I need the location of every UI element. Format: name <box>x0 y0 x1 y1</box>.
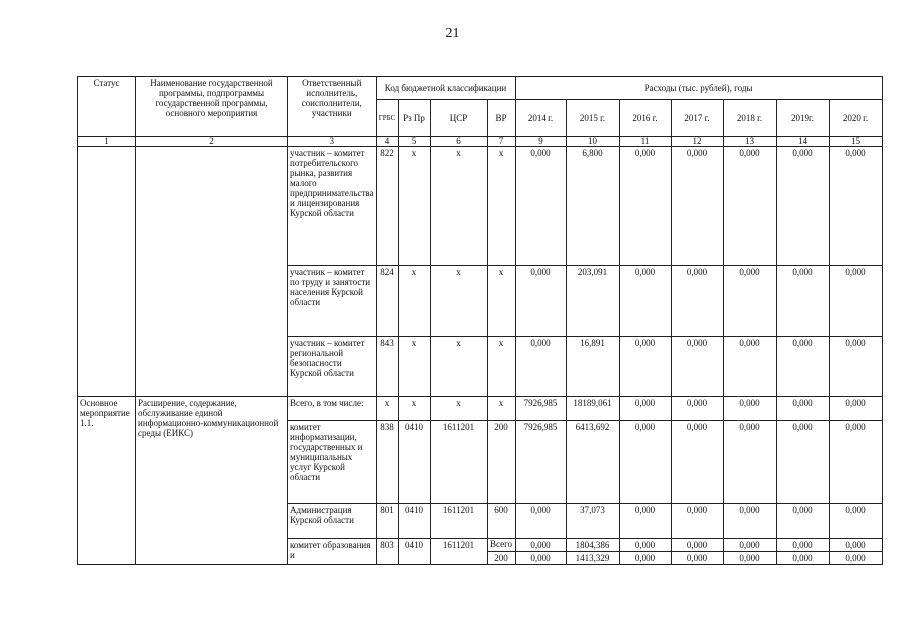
value-cell: 0,000 <box>619 552 671 565</box>
value-cell: 0,000 <box>723 266 776 337</box>
rzpr-cell: 0410 <box>398 504 430 539</box>
value-cell: 0,000 <box>515 266 566 337</box>
header-vr: ВР <box>487 100 515 137</box>
value-cell: 0,000 <box>515 504 566 539</box>
header-year: 2017 г. <box>671 100 723 137</box>
value-cell: 0,000 <box>515 147 566 266</box>
value-cell: 0,000 <box>723 337 776 397</box>
value-cell: 0,000 <box>671 397 723 421</box>
vr-cell: 600 <box>487 504 515 539</box>
value-cell: 0,000 <box>829 421 882 504</box>
value-cell: 0,000 <box>619 539 671 552</box>
header-expenses: Расходы (тыс. рублей), годы <box>515 77 882 100</box>
grbs-cell: 843 <box>376 337 398 397</box>
column-number: 12 <box>671 137 723 147</box>
rzpr-cell: x <box>398 147 430 266</box>
value-cell: 0,000 <box>619 421 671 504</box>
executor-cell: комитет образования и <box>288 539 377 565</box>
column-number: 4 <box>376 137 398 147</box>
status-cell <box>78 147 136 397</box>
name-cell <box>136 147 288 397</box>
column-number: 2 <box>136 137 288 147</box>
value-cell: 7926,985 <box>515 397 566 421</box>
csr-cell: x <box>430 147 487 266</box>
table-row <box>78 397 883 421</box>
measure-status: Основное мероприятие 1.1. <box>78 397 136 565</box>
executor-cell: участник – комитет региональной безопасности Курской области <box>288 337 377 397</box>
vr-cell: 200 <box>487 552 515 565</box>
value-cell: 0,000 <box>723 147 776 266</box>
column-number: 14 <box>776 137 829 147</box>
value-cell: 0,000 <box>671 266 723 337</box>
executor-cell: комитет информатизации, государственных и муниципальных услуг Курской области <box>288 421 377 504</box>
value-cell: 0,000 <box>515 552 566 565</box>
value-cell: 7926,985 <box>515 421 566 504</box>
value-cell: 0,000 <box>723 421 776 504</box>
value-cell: 203,091 <box>566 266 619 337</box>
vr-cell: 200 <box>487 421 515 504</box>
value-cell: 0,000 <box>619 337 671 397</box>
value-cell: 0,000 <box>619 397 671 421</box>
vr-cell: x <box>487 266 515 337</box>
grbs-cell: 801 <box>376 504 398 539</box>
column-number: 7 <box>487 137 515 147</box>
header-status: Статус <box>78 77 136 137</box>
value-cell: 6,800 <box>566 147 619 266</box>
header-grbs: ГРБС <box>376 100 398 137</box>
value-cell: 0,000 <box>829 337 882 397</box>
csr-cell: 1611201 <box>430 421 487 504</box>
column-number: 11 <box>619 137 671 147</box>
executor-cell: участник – комитет по труду и занятости населения Курской области <box>288 266 377 337</box>
header-csr: ЦСР <box>430 100 487 137</box>
executor-cell: участник – комитет потребительского рынка, развития малого предпринимательства и лицензирования Курской области <box>288 147 377 266</box>
table-row <box>78 147 883 266</box>
value-cell: 0,000 <box>671 147 723 266</box>
csr-cell: x <box>430 337 487 397</box>
value-cell: 0,000 <box>776 337 829 397</box>
rzpr-cell: 0410 <box>398 421 430 504</box>
value-cell: 1804,386 <box>566 539 619 552</box>
value-cell: 6413,692 <box>566 421 619 504</box>
csr-cell: 1611201 <box>430 504 487 539</box>
value-cell: 0,000 <box>619 266 671 337</box>
value-cell: 0,000 <box>776 147 829 266</box>
value-cell: 0,000 <box>671 337 723 397</box>
grbs-cell: 824 <box>376 266 398 337</box>
csr-cell: x <box>430 266 487 337</box>
vr-cell: x <box>487 337 515 397</box>
value-cell: 0,000 <box>829 552 882 565</box>
grbs-cell: 803 <box>376 539 398 565</box>
value-cell: 0,000 <box>671 539 723 552</box>
value-cell: 0,000 <box>776 504 829 539</box>
header-budget-code: Код бюджетной классификации <box>376 77 515 100</box>
value-cell: 0,000 <box>829 397 882 421</box>
header-executor: Ответственный исполнитель, соисполнители, участники <box>288 77 377 137</box>
column-number: 1 <box>78 137 136 147</box>
header-year: 2016 г. <box>619 100 671 137</box>
vr-cell: Всего <box>487 539 515 552</box>
column-number: 9 <box>515 137 566 147</box>
value-cell: 0,000 <box>723 504 776 539</box>
value-cell: 0,000 <box>671 504 723 539</box>
value-cell: 18189,061 <box>566 397 619 421</box>
grbs-cell: 838 <box>376 421 398 504</box>
measure-name: Расширение, содержание, обслуживание единой информационно-коммуникационной среды (ЕИКС) <box>136 397 288 565</box>
value-cell: 0,000 <box>776 552 829 565</box>
executor-cell: Всего, в том числе: <box>288 397 377 421</box>
value-cell: 0,000 <box>829 147 882 266</box>
header-rzpr: Рз Пр <box>398 100 430 137</box>
column-number: 5 <box>398 137 430 147</box>
value-cell: 0,000 <box>671 552 723 565</box>
value-cell: 37,073 <box>566 504 619 539</box>
value-cell: 0,000 <box>776 539 829 552</box>
column-number: 3 <box>288 137 377 147</box>
csr-cell: x <box>430 397 487 421</box>
column-number: 10 <box>566 137 619 147</box>
value-cell: 0,000 <box>829 504 882 539</box>
value-cell: 0,000 <box>515 539 566 552</box>
value-cell: 0,000 <box>829 539 882 552</box>
header-year: 2019г. <box>776 100 829 137</box>
vr-cell: x <box>487 397 515 421</box>
rzpr-cell: x <box>398 266 430 337</box>
csr-cell: 1611201 <box>430 539 487 565</box>
value-cell: 0,000 <box>515 337 566 397</box>
value-cell: 0,000 <box>723 552 776 565</box>
value-cell: 0,000 <box>619 504 671 539</box>
vr-cell: x <box>487 147 515 266</box>
value-cell: 0,000 <box>776 421 829 504</box>
budget-table <box>77 76 883 565</box>
value-cell: 0,000 <box>723 539 776 552</box>
value-cell: 0,000 <box>829 266 882 337</box>
header-year: 2018 г. <box>723 100 776 137</box>
value-cell: 0,000 <box>671 421 723 504</box>
executor-cell: Администрация Курской области <box>288 504 377 539</box>
grbs-cell: 822 <box>376 147 398 266</box>
page-number: 21 <box>445 26 460 41</box>
rzpr-cell: 0410 <box>398 539 430 565</box>
value-cell: 1413,329 <box>566 552 619 565</box>
column-number: 15 <box>829 137 882 147</box>
header-year: 2014 г. <box>515 100 566 137</box>
value-cell: 16,891 <box>566 337 619 397</box>
grbs-cell: x <box>376 397 398 421</box>
header-name: Наименование государственной программы, подпрограммы государственной программы, основного мероприятия <box>136 77 288 137</box>
column-number: 6 <box>430 137 487 147</box>
rzpr-cell: x <box>398 397 430 421</box>
value-cell: 0,000 <box>776 397 829 421</box>
header-year: 2020 г. <box>829 100 882 137</box>
value-cell: 0,000 <box>723 397 776 421</box>
value-cell: 0,000 <box>776 266 829 337</box>
value-cell: 0,000 <box>619 147 671 266</box>
rzpr-cell: x <box>398 337 430 397</box>
header-year: 2015 г. <box>566 100 619 137</box>
column-number: 13 <box>723 137 776 147</box>
